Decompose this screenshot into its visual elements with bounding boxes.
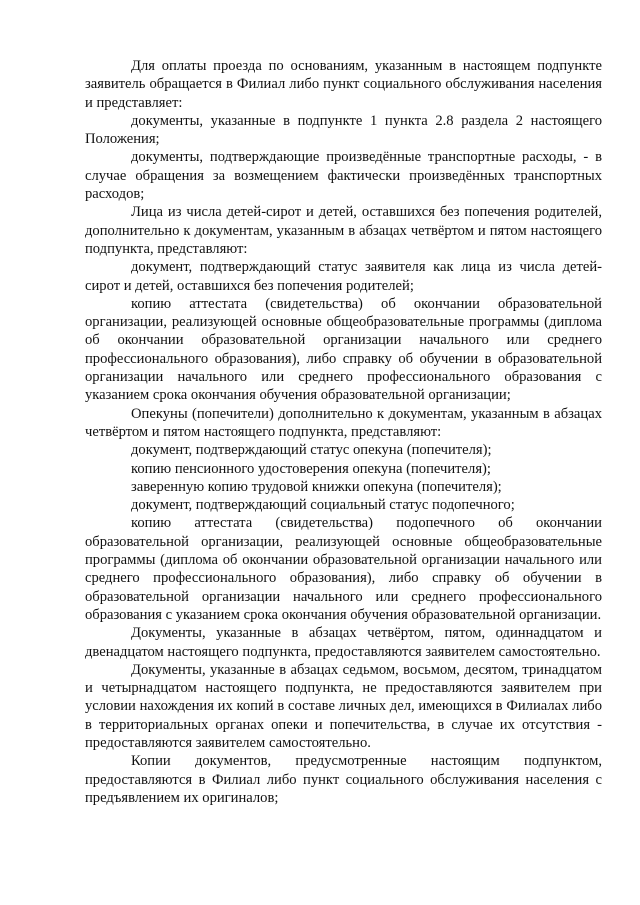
paragraph-intro: Для оплаты проезда по основаниям, указанным в настоящем подпункте заявитель обращается в Филиал либо пункт социального обслуживания населения и представляет:	[85, 58, 602, 111]
paragraph-orphan-status-document: документ, подтверждающий статус заявителя как лица из числа детей-сирот и детей, оставшихся без попечения родителей;	[85, 259, 602, 294]
paragraph-guardians-intro: Опекуны (попечители) дополнительно к документам, указанным в абзацах четвёртом и пятом настоящего подпункта, представляют:	[85, 405, 602, 440]
paragraph-work-book-copy: заверенную копию трудовой книжки опекуна (попечителя);	[131, 478, 502, 495]
paragraph-orphans-intro: Лица из числа детей-сирот и детей, оставшихся без попечения родителей, дополнительно к документам, указанным в абзацах четвёртом и пятом настоящего подпункта, представляют:	[85, 204, 602, 257]
paragraph-ward-certificate-copy: копию аттестата (свидетельства) подопечного об окончании образовательной организации, реализующей основные общеобразовательные программы (диплома об окончании образовательной организации начального или среднего профессионального образования), либо справку об обучении в образовательной организации начального или среднего профессионального образования с указанием срока окончания обучения образовательной организации.	[85, 515, 602, 623]
paragraph-guardian-status-document: документ, подтверждающий статус опекуна (попечителя);	[131, 442, 492, 459]
paragraph-not-required-documents: Документы, указанные в абзацах седьмом, восьмом, десятом, тринадцатом и четырнадцатом настоящего подпункта, не предоставляются заявителем при условии нахождения их копий в составе личных дел, имеющихся в Филиалах либо в территориальных органах опеки и попечительства, в случае их отсутствия - предоставляются заявителем самостоятельно.	[85, 661, 602, 751]
paragraph-transport-expenses: документы, подтверждающие произведённые транспортные расходы, - в случае обращения за возмещением фактически произведённых транспортных расходов;	[85, 149, 602, 203]
paragraph-documents-item-1: документы, указанные в подпункте 1 пункта 2.8 раздела 2 настоящего Положения;	[85, 112, 602, 148]
paragraph-self-submitted-documents: Документы, указанные в абзацах четвёртом, пятом, одиннадцатом и двенадцатом настоящего подпункта, предоставляются заявителем самостоятельно.	[85, 625, 602, 660]
paragraph-certificate-copy: копию аттестата (свидетельства) об окончании образовательной организации, реализующей основные общеобразовательные программы (диплома об окончании образовательной организации начального или среднего профессионального образования), либо справку об обучении в образовательной организации начального или среднего профессионального образования с указанием срока окончания обучения образовательной организации;	[85, 295, 602, 404]
paragraph-ward-social-status: документ, подтверждающий социальный статус подопечного;	[131, 497, 515, 514]
paragraph-pension-certificate-copy: копию пенсионного удостоверения опекуна (попечителя);	[131, 460, 491, 477]
paragraph-copies-with-originals: Копии документов, предусмотренные настоящим подпунктом, предоставляются в Филиал либо пункт социального обслуживания населения с предъявлением их оригиналов;	[85, 753, 602, 806]
